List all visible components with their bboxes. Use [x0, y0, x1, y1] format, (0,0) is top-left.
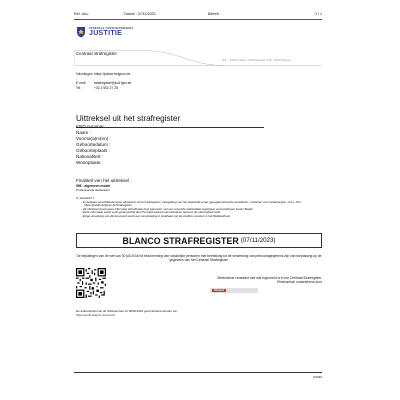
justice-logo [76, 26, 133, 38]
field-kbo: KBO nummer : [76, 124, 107, 129]
remark-item: - Deze informatie wordt verkt gerangschikt door het land waarvan de betrokken persoon de nationaliteit heeft. [81, 210, 221, 214]
page-number: 1 / 1 [315, 12, 322, 16]
result-text: BLANCO STRAFREGISTER [122, 235, 239, 246]
document-title-text: Uittreksel uit het strafregister [76, 114, 181, 123]
date-label: - Datum : 07/11/2023 [122, 12, 156, 16]
contact-key: Tel : [76, 85, 83, 90]
privacy-law-text: De bepalingen van de wet van 30 juli 2018 tot bescherming van natuurlijke personen met betrekking tot de verwerking van persoonsgegevens zijn van toepassing op de gegevens van het Centraal Strafregister. [76, 254, 322, 263]
signature-line-1: Bereustend verstaant met wat ingevoerd is in het Centraal Strafregister, [217, 276, 322, 280]
signature-line-2: Elektronisch ondertekend door [277, 280, 322, 285]
result-date: (07/11/2023) [240, 237, 276, 244]
purpose-activity: Professionele doeleinden [76, 188, 110, 192]
department-box [74, 50, 322, 66]
contact-email[interactable]: strafregister@just.fgov.be [94, 81, 132, 86]
authenticity-note [76, 310, 226, 317]
subject-label: Betreft : [208, 12, 221, 16]
remark-item: - Er bestaan verschillende types uittreksels uit het strafregister, naargelang van het doeleinde ervan (gereglementeerde activiteiten, contacten met minderjarigen, enz.). Info : https://justitie.belgium.be/strafregister [81, 199, 303, 207]
remark-item: - Enige vervalsing van dit document wordt een veroordeling in strafzaak met de straffen voorzien in het Strafwetboek. [81, 213, 231, 218]
signature-stamp-text: Stempel [214, 288, 225, 292]
department-address: Wa. - 1000 Laatho, Waterlootaan 115, 1000 Brussel [222, 58, 291, 62]
purpose-model: 596 - algemeen model [76, 184, 111, 188]
remarks-heading: N. Aandacht !! [76, 196, 95, 200]
contact-key: E-mail : [76, 81, 88, 86]
document-page [60, 0, 336, 400]
document-header [74, 12, 322, 20]
contact-row [76, 72, 131, 81]
remarks-section [76, 197, 322, 218]
identity-fields [76, 124, 111, 166]
form-code: CS040 [312, 375, 322, 379]
logo-text [89, 27, 133, 38]
purpose-label: Finaliteit van het uittreksel : [76, 178, 132, 183]
logo-name: JUSTITIE [89, 29, 123, 37]
remarks-list [76, 201, 322, 219]
field-residence: Woonplaats : [76, 160, 103, 165]
purpose-section [76, 178, 324, 192]
contact-row [76, 86, 131, 91]
contact-phone: +32 2 552 27 28 [94, 85, 118, 90]
document-footer [74, 372, 322, 379]
contact-website[interactable]: https://justice.belgium.be [94, 72, 131, 76]
electronic-signature [210, 288, 258, 293]
field-name: Naam : [76, 130, 91, 135]
department-name: Centraal strafregister [76, 51, 117, 56]
logo-subtitle: FEDERALE OVERHEIDSDIENST [89, 26, 134, 30]
contact-key: Inlichtingen : [76, 72, 93, 81]
contact-info [76, 72, 131, 90]
shield-icon [76, 26, 86, 38]
result-banner [76, 233, 322, 248]
field-birth-place: Geboorteplaats : [76, 148, 110, 153]
field-first-names: Voorna(a)m(en) : [76, 136, 111, 141]
remark-item: - Dit uittreksel bevat geen informatie betreffende door personen met een vreemde nationaliteit opgelopen veroordelingen buiten België [81, 206, 253, 211]
signature-block [156, 276, 322, 285]
field-nationality: Nationaliteit : [76, 154, 103, 159]
authenticity-text: De authenticiteit van dit uittreksel kan tot 06/02/2024 gecontroleerd worden via : [76, 309, 179, 313]
qr-code [76, 268, 106, 298]
reference-label: Ref. doc.: [74, 12, 90, 16]
authenticity-link[interactable]: https://certif.belgium.be/record [76, 312, 115, 317]
field-birth-date: Geboortedatum : [76, 142, 111, 147]
